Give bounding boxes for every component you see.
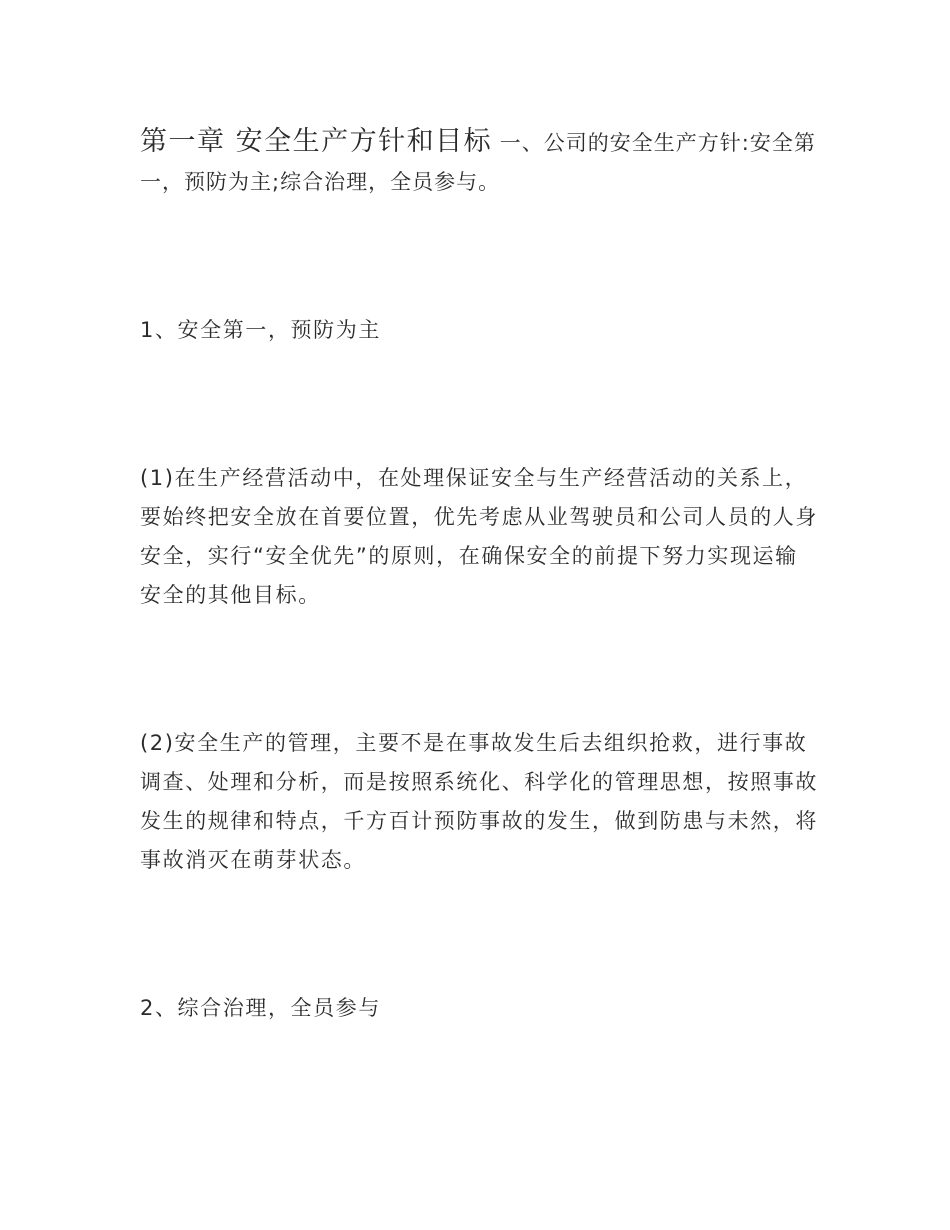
policy-intro: 一、公司的安全生产方针:安全第一，预防为主;综合治理，全员参与。: [140, 131, 816, 194]
document-body: [140, 122, 820, 1028]
chapter-heading: [140, 122, 820, 202]
spacer: [140, 202, 820, 311]
paragraph-2: (2)安全生产的管理，主要不是在事故发生后去组织抢救，进行事故调查、处理和分析，而是按照系统化、科学化的管理思想，按照事故发生的规律和特点，千方百计预防事故的发生，做到防患与未然，将事故消灭在萌芽状态。: [140, 731, 818, 872]
section-1-heading: 1、安全第一，预防为主: [140, 318, 381, 342]
paragraph-1: (1)在生产经营活动中，在处理保证安全与生产经营活动的关系上，要始终把安全放在首要位置，优先考虑从业驾驶员和公司人员的人身安全，实行“安全优先”的原则，在确保安全的前提下努力实现运输安全的其他目标。: [140, 466, 818, 607]
spacer: [140, 350, 820, 459]
spacer: [140, 615, 820, 724]
spacer: [140, 880, 820, 989]
chapter-title: 第一章 安全生产方针和目标: [140, 126, 493, 157]
section-2-heading: 2、综合治理，全员参与: [140, 996, 381, 1020]
